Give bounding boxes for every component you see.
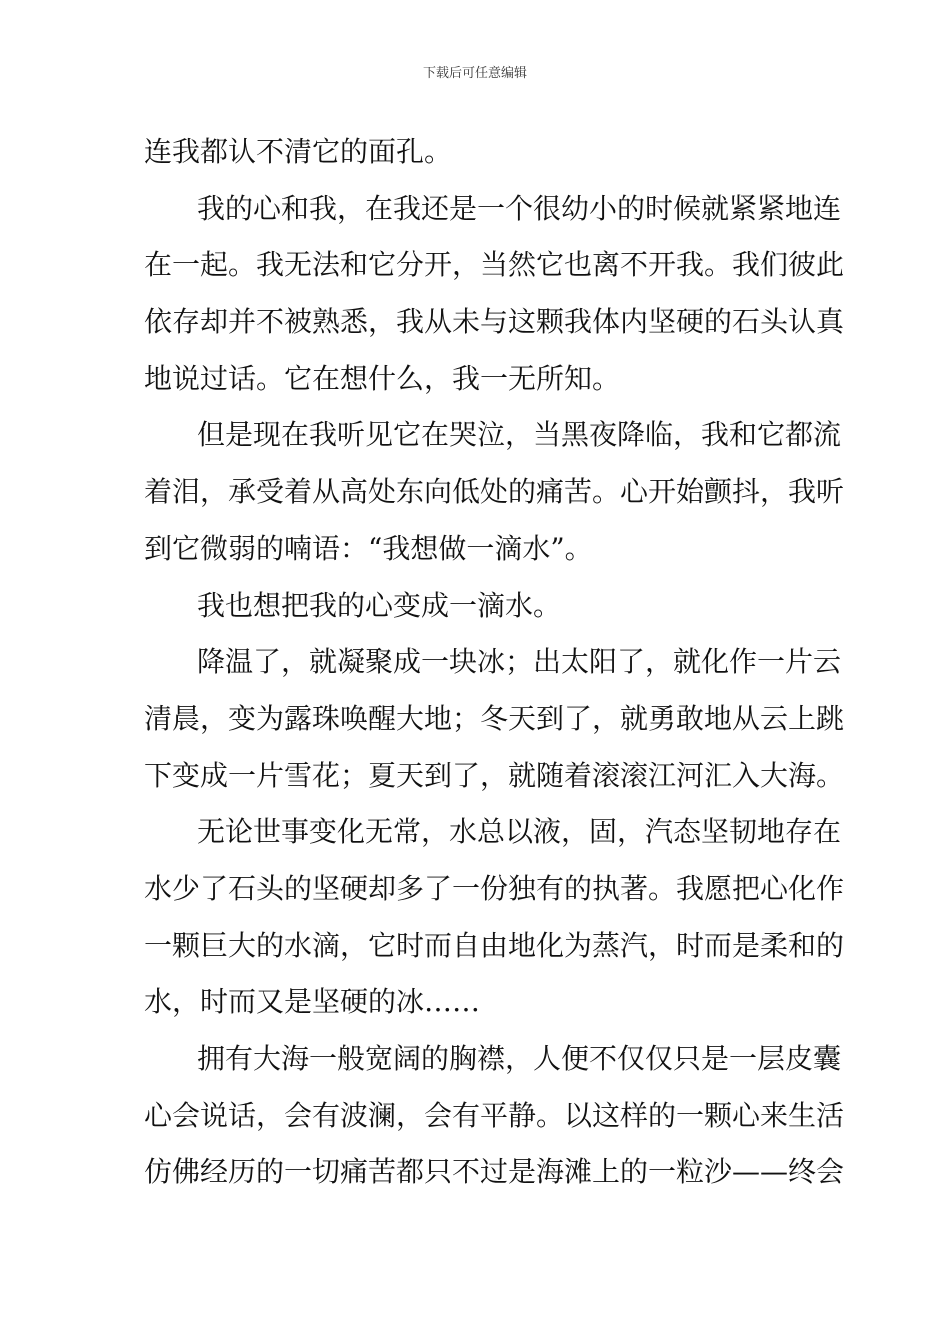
- paragraph-first-line: 拥有大海一般宽阔的胸襟，人便不仅仅只是一层皮囊: [197, 1042, 842, 1075]
- text-line: 仿佛经历的一切痛苦都只不过是海滩上的一粒沙——终会: [144, 1155, 845, 1189]
- text-line: 心会说话，会有波澜，会有平静。以这样的一颗心来生活: [144, 1098, 845, 1132]
- paragraph-first-line: 但是现在我听见它在哭泣，当黑夜降临，我和它都流: [197, 418, 842, 452]
- document-body: [144, 124, 845, 1201]
- text-line: 一颗巨大的水滴，它时而自由地化为蒸汽，时而是柔和的: [144, 928, 845, 962]
- paragraph-first-line: 我也想把我的心变成一滴水。: [197, 588, 562, 622]
- text-line: 清晨，变为露珠唤醒大地；冬天到了，就勇敢地从云上跳: [144, 701, 845, 735]
- text-line: 到它微弱的喃语：“我想做一滴水”。: [144, 531, 593, 565]
- text-line: 依存却并不被熟悉，我从未与这颗我体内坚硬的石头认真: [144, 305, 845, 339]
- paragraph-first-line: 我的心和我，在我还是一个很幼小的时候就紧紧地连: [197, 191, 842, 225]
- text-line: 水少了石头的坚硬却多了一份独有的执著。我愿把心化作: [144, 871, 845, 905]
- page-header: 下载后可任意编辑: [422, 66, 527, 81]
- text-line: 连我都认不清它的面孔。: [144, 135, 453, 168]
- paragraph-first-line: 无论世事变化无常，水总以液，固，汽态坚韧地存在: [197, 815, 842, 849]
- paragraph-first-line: 降温了，就凝聚成一块冰；出太阳了，就化作一片云: [197, 645, 842, 679]
- text-line: 地说过话。它在想什么，我一无所知。: [144, 361, 621, 395]
- text-line: 着泪，承受着从高处东向低处的痛苦。心开始颤抖，我听: [144, 475, 845, 509]
- text-line: 水，时而又是坚硬的冰……: [144, 985, 481, 1019]
- text-line: 下变成一片雪花；夏天到了，就随着滚滚江河汇入大海。: [144, 758, 845, 792]
- text-line: 在一起。我无法和它分开，当然它也离不开我。我们彼此: [144, 248, 845, 282]
